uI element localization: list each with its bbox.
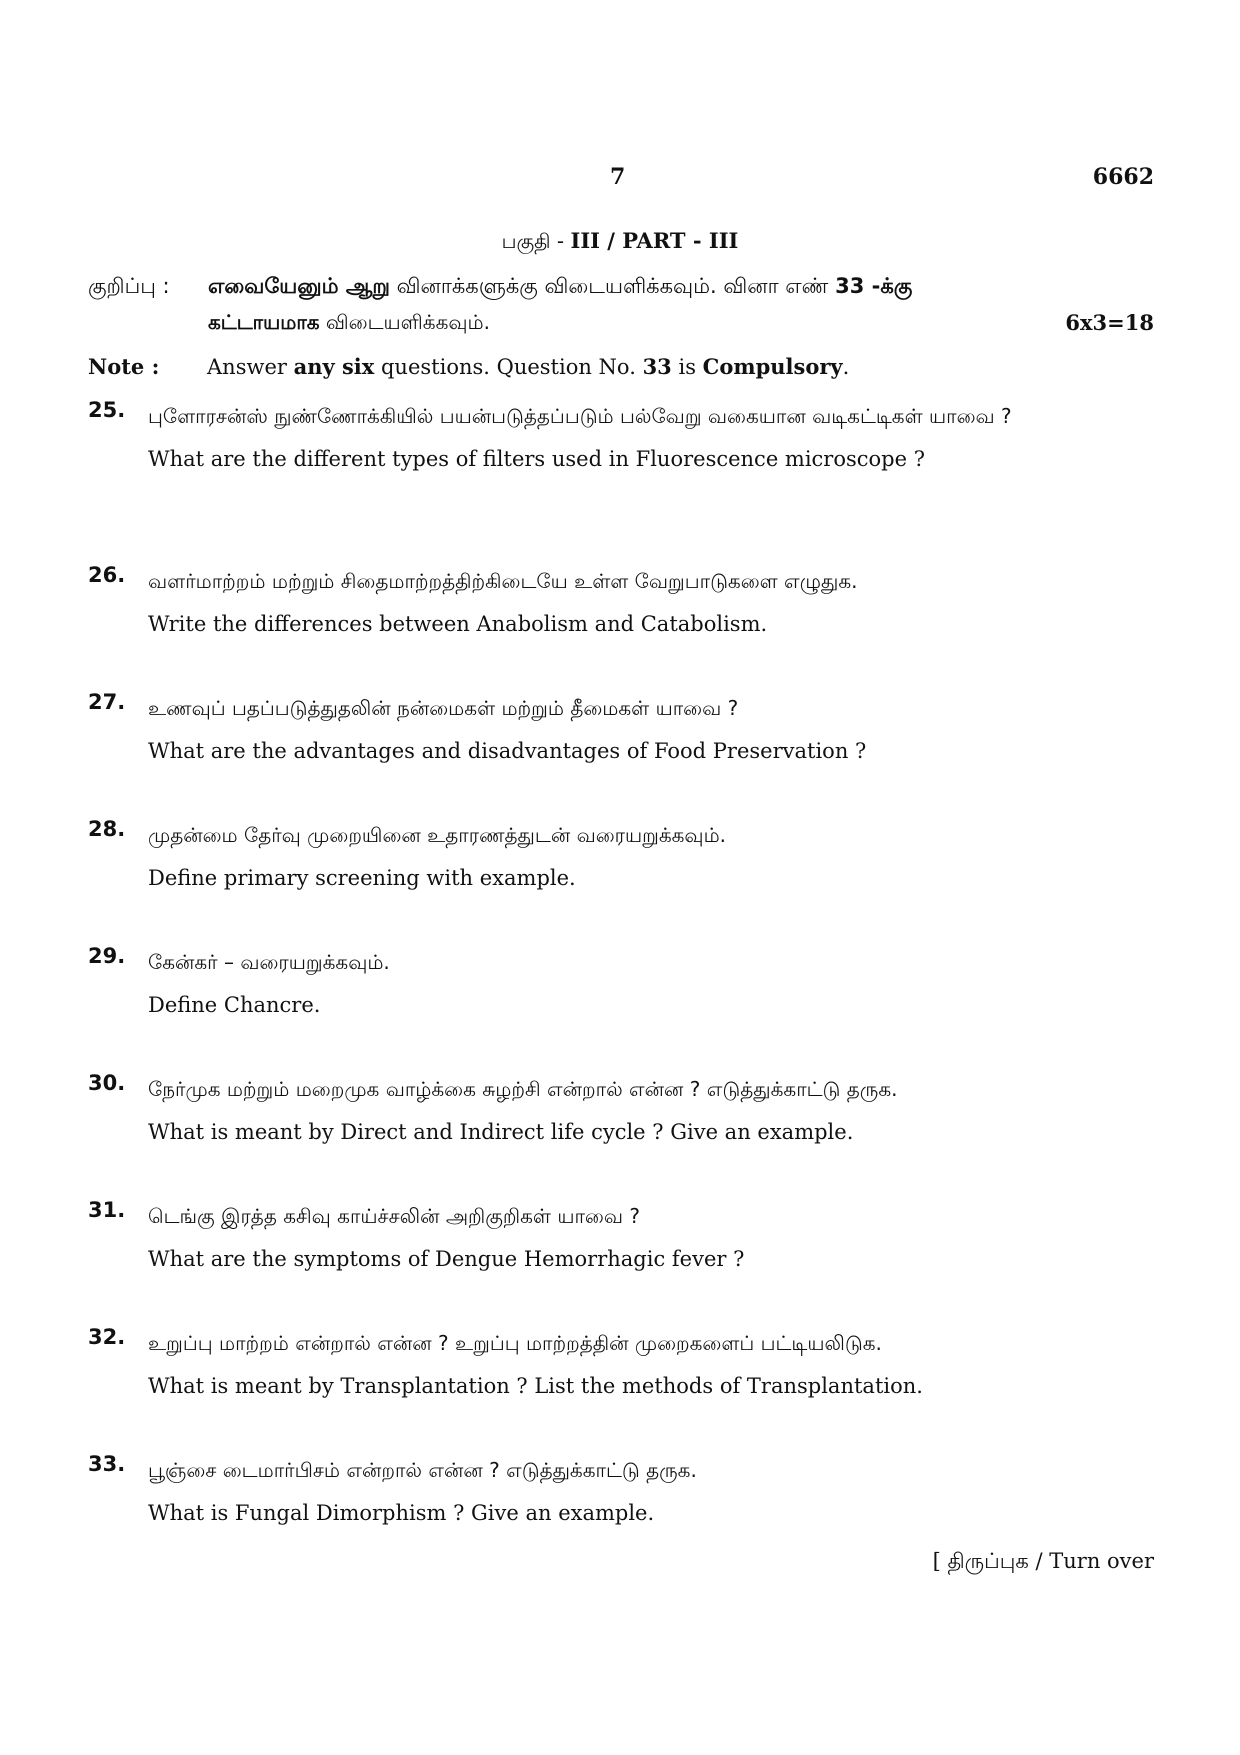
page-number: 7 [610, 164, 626, 190]
kurippu-label: குறிப்பு : [88, 274, 170, 298]
question-english: Write the differences between Anabolism and Catabolism. [148, 612, 768, 636]
kurippu-text-2: விடையளிக்கவும். [319, 310, 490, 334]
question-tamil: புளோரசன்ஸ் நுண்ணோக்கியில் பயன்படுத்தப்படும் பல்வேறு வகையான வடிகட்டிகள் யாவை ? [148, 404, 1012, 428]
note-bold-compulsory: Compulsory [702, 354, 843, 379]
note-text-part: Answer [207, 355, 294, 379]
kurippu-bold-any-six: எவையேனும் ஆறு [208, 274, 390, 298]
kurippu-bold-q33: 33 -க்கு [835, 274, 913, 298]
question-tamil: நேர்முக மற்றும் மறைமுக வாழ்க்கை சுழற்சி என்றால் என்ன ? எடுத்துக்காட்டு தருக. [148, 1077, 898, 1101]
question-tamil: பூஞ்சை டைமார்பிசம் என்றால் என்ன ? எடுத்துக்காட்டு தருக. [148, 1458, 697, 1482]
question-number: 32. [88, 1325, 126, 1349]
kurippu-bold-compulsory: கட்டாயமாக [208, 310, 320, 334]
question-number: 31. [88, 1198, 126, 1222]
question-english: What are the different types of filters used in Fluorescence microscope ? [148, 447, 925, 471]
question-tamil: உணவுப் பதப்படுத்துதலின் நன்மைகள் மற்றும் தீமைகள் யாவை ? [148, 696, 739, 720]
question-tamil: வளர்மாற்றம் மற்றும் சிதைமாற்றத்திற்கிடையே உள்ள வேறுபாடுகளை எழுதுக. [148, 569, 858, 593]
note-label: Note : [88, 354, 160, 379]
question-number: 29. [88, 944, 126, 968]
question-number: 27. [88, 690, 126, 714]
question-tamil: டெங்கு இரத்த கசிவு காய்ச்சலின் அறிகுறிகள் யாவை ? [148, 1204, 640, 1228]
marks-scheme: 6x3=18 [1065, 310, 1154, 335]
question-tamil: கேன்கர் – வரையறுக்கவும். [148, 950, 390, 974]
note-text-part: . [842, 355, 850, 379]
part-title-tamil: பகுதி - [501, 229, 571, 253]
kurippu-text-1: வினாக்களுக்கு விடையளிக்கவும். வினா எண் [389, 274, 836, 298]
part-title [0, 228, 1240, 256]
question-number: 33. [88, 1452, 126, 1476]
note-text [207, 354, 849, 379]
turn-over-note: [ திருப்புக / Turn over [932, 1549, 1154, 1573]
note-bold-any-six: any six [293, 354, 375, 379]
note-text-part: is [671, 355, 703, 379]
question-english: What are the symptoms of Dengue Hemorrhagic fever ? [148, 1247, 745, 1271]
note-bold-question-number: 33 [642, 354, 672, 379]
question-number: 25. [88, 398, 126, 422]
question-tamil: உறுப்பு மாற்றம் என்றால் என்ன ? உறுப்பு மாற்றத்தின் முறைகளைப் பட்டியலிடுக. [148, 1331, 882, 1355]
question-english: What is meant by Transplantation ? List the methods of Transplantation. [148, 1374, 923, 1398]
question-tamil: முதன்மை தேர்வு முறையினை உதாரணத்துடன் வரையறுக்கவும். [148, 823, 727, 847]
question-english: What is meant by Direct and Indirect life cycle ? Give an example. [148, 1120, 854, 1144]
question-number: 26. [88, 563, 126, 587]
question-number: 28. [88, 817, 126, 841]
part-title-english: III / PART - III [570, 228, 739, 253]
note-text-part: questions. Question No. [374, 355, 643, 379]
question-english: What is Fungal Dimorphism ? Give an example. [148, 1501, 655, 1525]
question-english: Define Chancre. [148, 993, 321, 1017]
question-english: What are the advantages and disadvantages of Food Preservation ? [148, 739, 867, 763]
kurippu-line-2 [208, 310, 490, 337]
paper-code: 6662 [1092, 164, 1154, 190]
question-english: Define primary screening with example. [148, 866, 576, 890]
kurippu-line-1 [208, 274, 912, 301]
question-number: 30. [88, 1071, 126, 1095]
